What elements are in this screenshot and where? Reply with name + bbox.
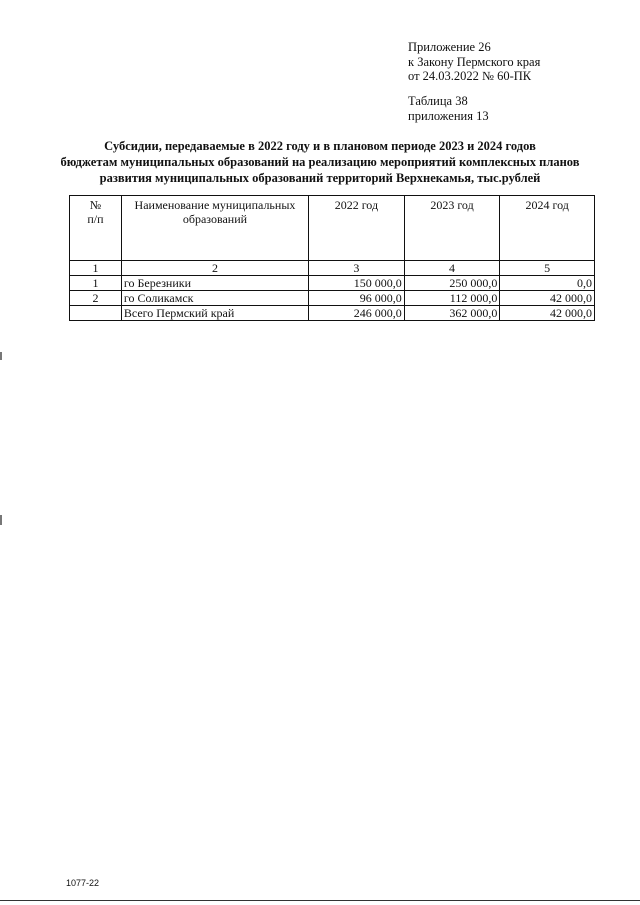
row-value-2023: 250 000,0: [404, 276, 500, 291]
header-2023: 2023 год: [404, 196, 500, 261]
header-number-line-2: п/п: [87, 212, 104, 226]
document-title: [40, 138, 600, 186]
total-name: Всего Пермский край: [121, 306, 308, 321]
appendix-line-2: к Закону Пермского края: [408, 54, 541, 69]
header-number: [70, 196, 122, 261]
table-row: [70, 276, 595, 291]
table-row: [70, 291, 595, 306]
total-value-2023: 362 000,0: [404, 306, 500, 321]
table-reference-line-1: Таблица 38: [408, 94, 468, 108]
header-2024: 2024 год: [500, 196, 595, 261]
total-value-2024: 42 000,0: [500, 306, 595, 321]
scan-bottom-edge: [0, 900, 640, 901]
scan-edge-mark: [0, 515, 2, 525]
column-number-2: 2: [121, 261, 308, 276]
total-number: [70, 306, 122, 321]
appendix-line-1: Приложение 26: [408, 40, 491, 54]
column-number-5: 5: [500, 261, 595, 276]
title-line-2: бюджетам муниципальных образований на реализацию мероприятий комплексных планов: [60, 155, 580, 169]
total-value-2022: 246 000,0: [309, 306, 405, 321]
row-name: го Березники: [121, 276, 308, 291]
column-number-3: 3: [309, 261, 405, 276]
column-numbers-row: [70, 261, 595, 276]
column-number-4: 4: [404, 261, 500, 276]
row-value-2022: 96 000,0: [309, 291, 405, 306]
document-code: 1077-22: [66, 878, 100, 888]
title-line-1: Субсидии, передаваемые в 2022 году и в плановом периоде 2023 и 2024 годов: [104, 139, 536, 153]
subsidies-table: [69, 195, 595, 321]
scan-edge-mark: [0, 352, 2, 360]
row-number: 2: [70, 291, 122, 306]
row-number: 1: [70, 276, 122, 291]
appendix-line-3: от 24.03.2022 № 60-ПК: [408, 69, 532, 83]
header-number-line-1: №: [89, 198, 102, 212]
total-row: [70, 306, 595, 321]
table-reference-block: [408, 94, 489, 123]
row-name: го Соликамск: [121, 291, 308, 306]
header-name: Наименование муниципальных образований: [121, 196, 308, 261]
header-2022: 2022 год: [309, 196, 405, 261]
title-line-3: развития муниципальных образований территорий Верхнекамья, тыс.рублей: [99, 171, 541, 185]
appendix-block: [408, 40, 540, 84]
table-reference-line-2: приложения 13: [408, 108, 489, 123]
table-header-row: [70, 196, 595, 261]
row-value-2024: 42 000,0: [500, 291, 595, 306]
row-value-2024: 0,0: [500, 276, 595, 291]
row-value-2022: 150 000,0: [309, 276, 405, 291]
row-value-2023: 112 000,0: [404, 291, 500, 306]
column-number-1: 1: [70, 261, 122, 276]
